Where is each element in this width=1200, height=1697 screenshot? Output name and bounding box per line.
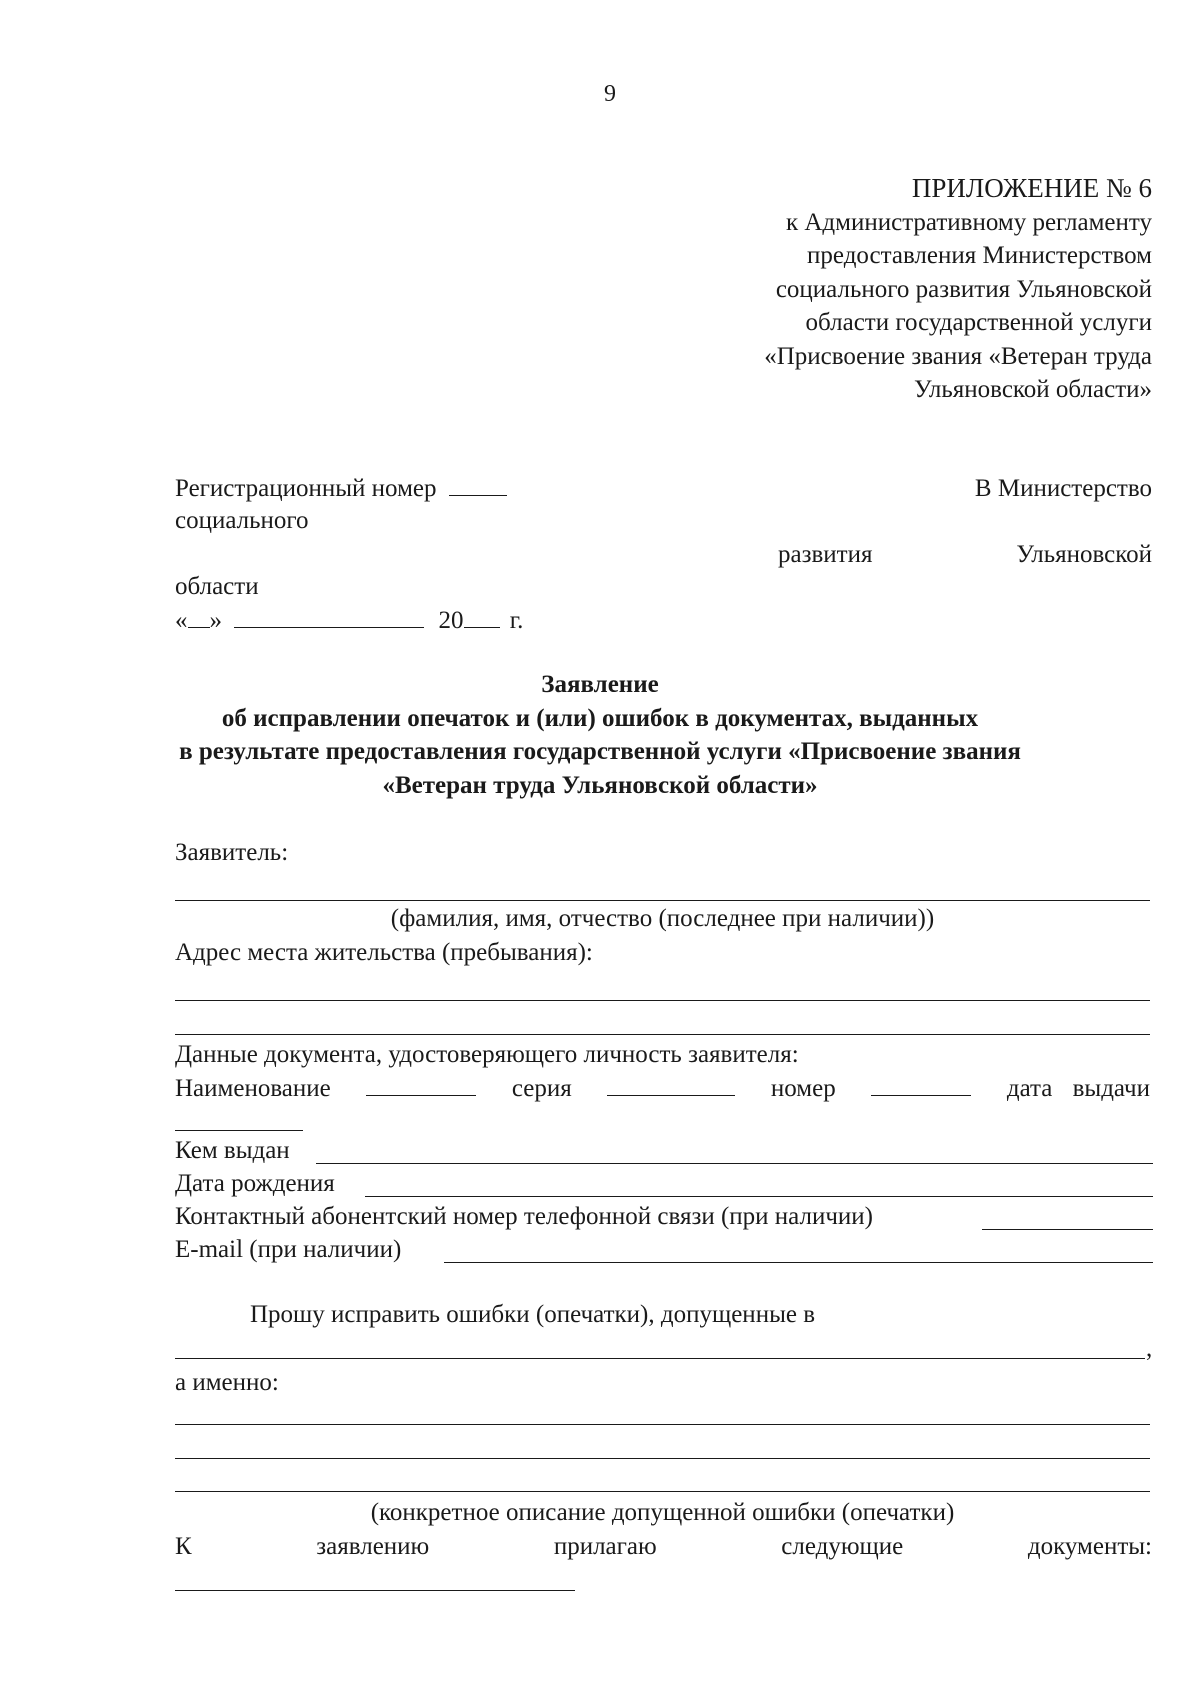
appendix-header [764, 172, 1152, 407]
addressee-word: Ульяновской [1016, 541, 1152, 568]
registration-number [175, 474, 507, 504]
doc-name-field[interactable] [366, 1095, 476, 1096]
quote-close: » [209, 607, 222, 634]
request-document-field[interactable] [175, 1358, 1145, 1359]
registration-number-label: Регистрационный номер [175, 475, 437, 502]
appendix-line: предоставления Министерством [807, 242, 1152, 269]
year-prefix: 20 [438, 607, 464, 634]
attach-word: следующие [781, 1533, 904, 1560]
date-year-field[interactable] [464, 627, 500, 628]
doc-number-field[interactable] [871, 1095, 971, 1096]
attach-word: прилагаю [553, 1533, 657, 1560]
date-day-field[interactable] [188, 627, 210, 628]
attach-word: К [175, 1533, 192, 1560]
issued-by-label: Кем выдан [175, 1137, 290, 1164]
appendix-line: «Присвоение звания «Ветеран труда [764, 342, 1152, 370]
namely-label: а именно: [175, 1369, 279, 1396]
doc-date-label: дата выдачи [1006, 1075, 1150, 1102]
attach-word: документы: [1027, 1533, 1152, 1560]
address-field-2[interactable] [175, 1034, 1150, 1035]
doc-series-field[interactable] [607, 1095, 735, 1096]
applicant-label: Заявитель: [175, 839, 289, 866]
year-suffix: г. [509, 607, 524, 634]
applicant-name-field[interactable] [175, 900, 1150, 901]
email-label: E-mail (при наличии) [175, 1236, 402, 1263]
phone-field[interactable] [982, 1229, 1153, 1230]
request-comma: , [1146, 1335, 1153, 1362]
registration-date [175, 606, 523, 636]
registration-number-field[interactable] [449, 495, 507, 496]
registration-line-3: области [175, 573, 259, 600]
email-field[interactable] [444, 1262, 1153, 1263]
title-line: об исправлении опечаток и (или) ошибок в документах, выданных [221, 704, 979, 732]
title-line: в результате предоставления государственной услуги «Присвоение звания [179, 738, 1021, 765]
birth-date-label: Дата рождения [175, 1170, 335, 1197]
doc-number-label: номер [770, 1075, 836, 1102]
doc-name-label: Наименование [175, 1075, 331, 1102]
id-doc-label: Данные документа, удостоверяющего личность заявителя: [175, 1041, 799, 1068]
addressee-word: развития [778, 541, 873, 568]
fio-caption: (фамилия, имя, отчество (последнее при наличии)) [390, 905, 935, 932]
title-line: Заявление [541, 671, 659, 698]
error-description-field-2[interactable] [175, 1458, 1150, 1459]
addressee-line-1: В Министерство [974, 475, 1152, 502]
addressee-line-2 [778, 540, 1152, 570]
attach-word: заявлению [316, 1533, 430, 1560]
phone-label: Контактный абонентский номер телефонной связи (при наличии) [175, 1203, 873, 1230]
error-description-field-3[interactable] [175, 1491, 1150, 1492]
address-field-1[interactable] [175, 1000, 1150, 1001]
id-doc-row [175, 1074, 1150, 1104]
request-text: Прошу исправить ошибки (опечатки), допущенные в [250, 1301, 816, 1328]
error-description-field-1[interactable] [175, 1424, 1150, 1425]
appendix-line: Ульяновской области» [914, 376, 1152, 403]
date-month-field[interactable] [234, 627, 424, 628]
document-title [150, 668, 1050, 802]
appendix-title: ПРИЛОЖЕНИЕ № 6 [911, 173, 1152, 203]
registration-line-2: социального [175, 507, 309, 534]
title-line: «Ветеран труда Ульяновской области» [382, 771, 818, 799]
appendix-line: к Административному регламенту [785, 208, 1152, 236]
page-number: 9 [604, 81, 616, 107]
doc-series-label: серия [511, 1075, 572, 1102]
appendix-line: социального развития Ульяновской [775, 275, 1152, 303]
attachments-field[interactable] [175, 1590, 575, 1591]
birth-date-field[interactable] [365, 1196, 1153, 1197]
doc-date-field[interactable] [175, 1130, 303, 1131]
quote-open: « [175, 607, 188, 634]
address-label: Адрес места жительства (пребывания): [175, 939, 593, 966]
appendix-line: области государственной услуги [805, 309, 1152, 336]
error-caption: (конкретное описание допущенной ошибки (опечатки) [370, 1499, 955, 1526]
issued-by-field[interactable] [316, 1163, 1153, 1164]
attachments-row [175, 1532, 1152, 1562]
